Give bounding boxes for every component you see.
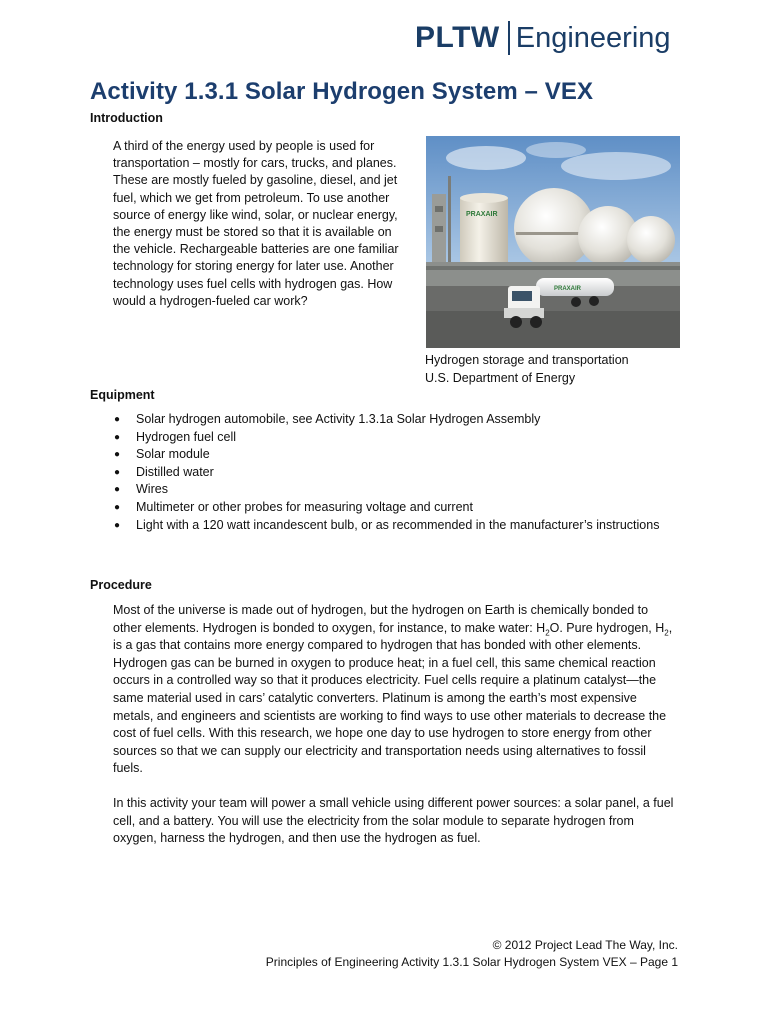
logo-brand: PLTW <box>415 21 500 54</box>
caption-line-1: Hydrogen storage and transportation <box>425 353 629 367</box>
footer-copyright: © 2012 Project Lead The Way, Inc. <box>492 938 678 952</box>
equipment-heading: Equipment <box>90 388 155 402</box>
caption-line-2: U.S. Department of Energy <box>425 371 576 385</box>
equipment-item: ● Multimeter or other probes for measuring voltage and current <box>113 499 659 517</box>
procedure-text: , is a gas that contains more energy compared to hydrogen that has bonded with other elements. Hydrogen gas can be burned in oxygen to produce heat; in a fuel cell, this same chemical reaction occurs in a controlled way so that it produces electricity. Fuel cells require a platinum catalyst—the same material used in cars’ catalytic converters. Platinum is among the earth’s most expensive metals, and engineers and scientists are working to find ways to use other materials to decrease the cost of fuel cells. With this research, we hope one day to use hydrogen to store energy from other sources so that we can supply our electricity and transportation needs using alternatives to fossil fuels. <box>113 620 673 776</box>
logo-divider <box>508 21 510 55</box>
page-title: Activity 1.3.1 Solar Hydrogen System – VEX <box>90 78 594 105</box>
trailer-praxair-label: PRAXAIR <box>554 286 582 292</box>
procedure-text: O. Pure hydrogen, H <box>549 620 665 635</box>
equipment-item: ● Wires <box>113 481 659 499</box>
equipment-item: ● Hydrogen fuel cell <box>113 429 659 447</box>
subscript: 2 <box>664 628 669 638</box>
hydrogen-storage-photo <box>426 136 680 348</box>
equipment-list <box>113 411 659 534</box>
pltw-engineering-logo <box>415 18 671 58</box>
photo-caption <box>425 351 629 387</box>
equipment-item: ● Solar hydrogen automobile, see Activity 1.3.1a Solar Hydrogen Assembly <box>113 411 659 429</box>
logo-product: Engineering <box>515 21 671 54</box>
introduction-paragraph: A third of the energy used by people is used for transportation – mostly for cars, trucks, and planes. These are mostly fueled by gasoline, diesel, and jet fuel, which we get from petroleum. To use another source of energy like wind, solar, or nuclear energy, the energy must be stored so that it is available on the vehicle. Rechargeable batteries are one familiar technology for storing energy for later use. Another technology uses fuel cells with hydrogen gas. How would a hydrogen-fueled car work? <box>113 139 399 308</box>
subscript: 2 <box>545 628 550 638</box>
procedure-text: Most of the universe is made out of hydrogen, but the hydrogen on Earth is chemically bonded to other elements. Hydrogen is bonded to oxygen, for instance, to make water: H <box>113 603 649 635</box>
equipment-item: ● Solar module <box>113 446 659 464</box>
tank-praxair-label: PRAXAIR <box>466 211 498 218</box>
procedure-paragraph-2: In this activity your team will power a small vehicle using different power sources: a solar panel, a fuel cell, and a battery. You will use the electricity from the solar module to separate hydrogen from oxygen, harness the hydrogen, and then use the hydrogen as fuel. <box>113 796 674 846</box>
introduction-heading: Introduction <box>90 111 163 125</box>
footer-page-info: Principles of Engineering Activity 1.3.1 Solar Hydrogen System VEX – Page 1 <box>265 955 678 969</box>
equipment-item: ● Light with a 120 watt incandescent bulb, or as recommended in the manufacturer’s instructions <box>113 517 659 535</box>
procedure-paragraph-1 <box>113 602 678 778</box>
procedure-heading: Procedure <box>90 578 152 592</box>
equipment-item: ● Distilled water <box>113 464 659 482</box>
page-footer <box>266 937 678 971</box>
